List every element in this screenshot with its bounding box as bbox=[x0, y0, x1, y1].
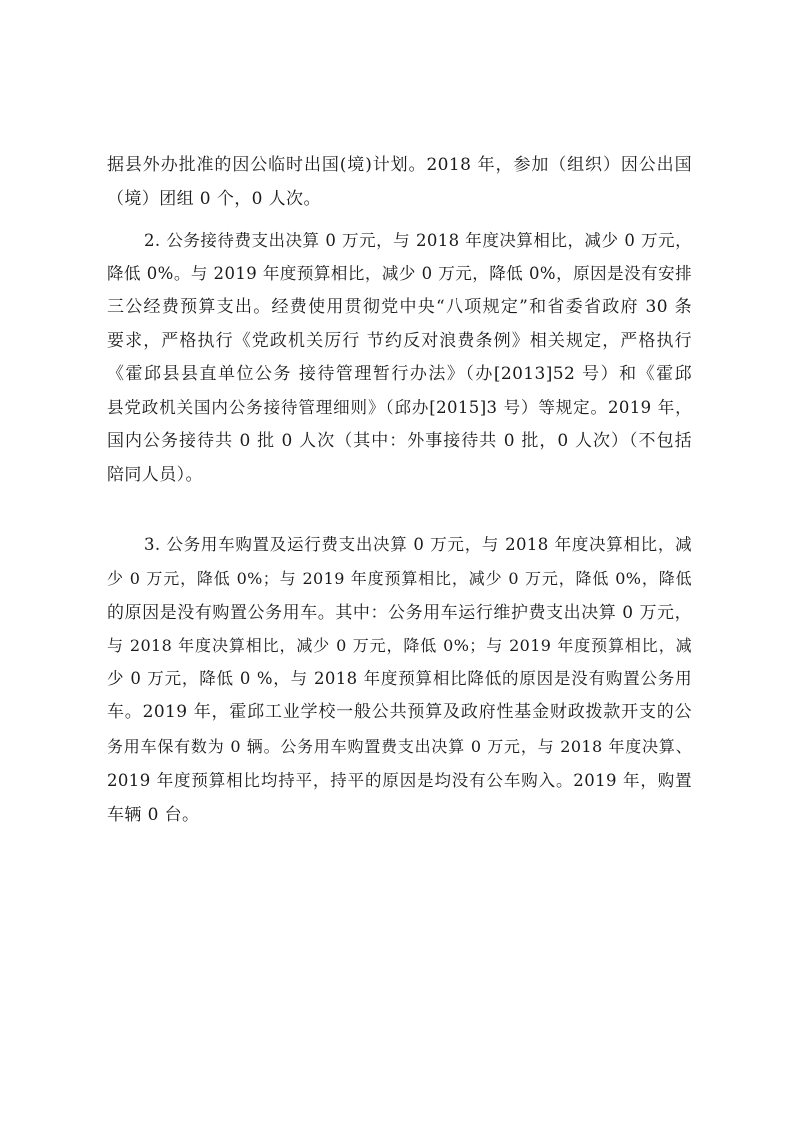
paragraph-3-line-8: 2019 年度预算相比均持平，持平的原因是均没有公车购入。2019 年，购置 bbox=[107, 771, 692, 790]
paragraph-3-line-3: 的原因是没有购置公务用车。其中：公务用车运行维护费支出决算 0 万元， bbox=[107, 603, 692, 623]
paragraph-2-line-6: 县党政机关国内公务接待管理细则》（邱办[2015]3 号）等规定。2019 年， bbox=[107, 398, 692, 417]
paragraph-3-line-4: 与 2018 年度决算相比，减少 0 万元，降低 0%；与 2019 年度预算相比，减 bbox=[107, 636, 692, 655]
paragraph-3-line-7: 务用车保有数为 0 辆。公务用车购置费支出决算 0 万元，与 2018 年度决算、 bbox=[107, 737, 692, 756]
paragraph-1-line-1: 据县外办批准的因公临时出国(境)计划。2018 年，参加（组织）因公出国 bbox=[107, 155, 692, 175]
paragraph-1-line-2: （境）团组 0 个，0 人次。 bbox=[107, 189, 321, 209]
paragraph-3-line-9: 车辆 0 台。 bbox=[107, 805, 200, 825]
paragraph-2-line-2: 降低 0%。与 2019 年度预算相比，减少 0 万元，降低 0%，原因是没有安排 bbox=[107, 264, 692, 283]
paragraph-3-line-1: 3. 公务用车购置及运行费支出决算 0 万元，与 2018 年度决算相比，减 bbox=[144, 535, 692, 554]
paragraph-3-line-5: 少 0 万元，降低 0 %，与 2018 年度预算相比降低的原因是没有购置公务用 bbox=[107, 669, 692, 688]
paragraph-3-line-6: 车。2019 年，霍邱工业学校一般公共预算及政府性基金财政拨款开支的公 bbox=[107, 702, 692, 722]
paragraph-2-line-5: 《霍邱县县直单位公务 接待管理暂行办法》（办[2013]52 号）和《霍邱 bbox=[107, 364, 692, 384]
paragraph-2-line-8: 陪同人员）。 bbox=[107, 465, 203, 485]
paragraph-3-line-2: 少 0 万元，降低 0%；与 2019 年度预算相比，减少 0 万元，降低 0%，降低 bbox=[107, 569, 692, 588]
paragraph-2-line-1: 2. 公务接待费支出决算 0 万元，与 2018 年度决算相比，减少 0 万元， bbox=[144, 231, 692, 250]
paragraph-2-line-7: 国内公务接待共 0 批 0 人次（其中：外事接待共 0 批，0 人次）（不包括 bbox=[107, 431, 692, 451]
paragraph-2-line-4: 要求，严格执行《党政机关厉行 节约反对浪费条例》相关规定，严格执行 bbox=[107, 331, 692, 351]
paragraph-2-line-3: 三公经费预算支出。经费使用贯彻党中央“八项规定”和省委省政府 30 条 bbox=[107, 297, 692, 317]
